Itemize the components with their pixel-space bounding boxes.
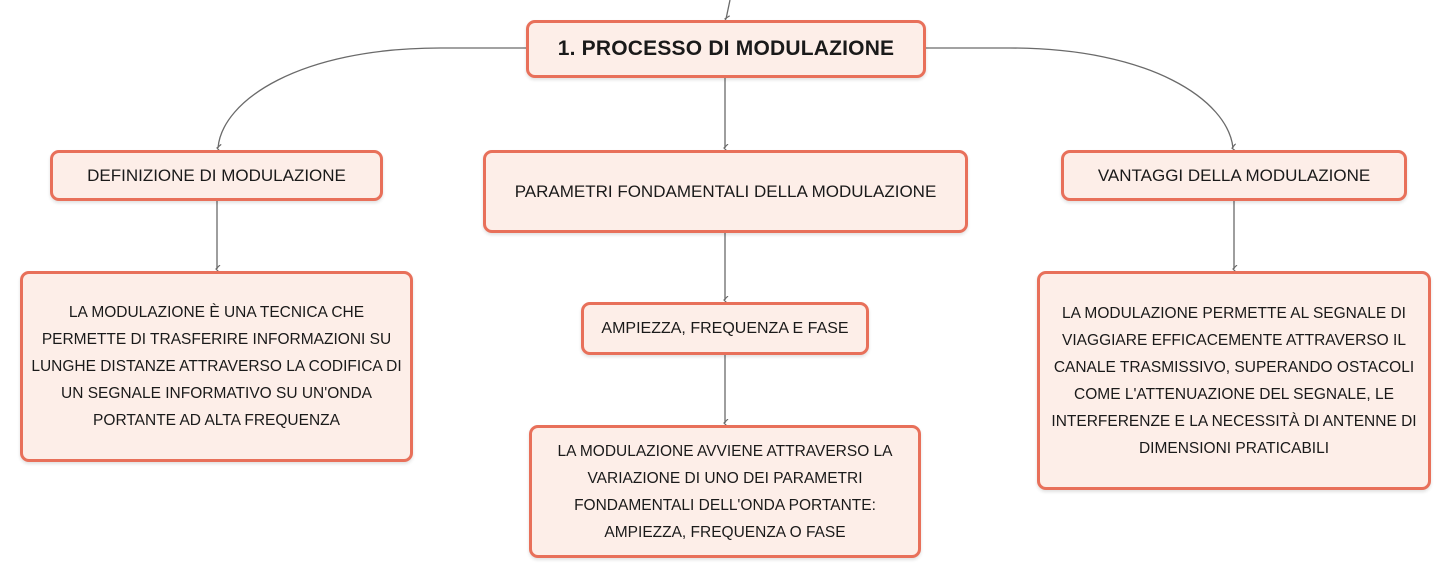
- detail-vantaggi-text: LA MODULAZIONE PERMETTE AL SEGNALE DI VIAGGIARE EFFICACEMENTE ATTRAVERSO IL CANALE TRASMISSIVO, SUPERANDO OSTACOLI COME L'ATTENUAZIONE DEL SEGNALE, LE INTERFERENZE E LA NECESSITÀ DI ANTENNE DI DIMENSIONI PRATICABILI: [1051, 304, 1417, 457]
- detail-ampiezza-node[interactable]: [529, 425, 921, 558]
- topic-parametri-label: PARAMETRI FONDAMENTALI DELLA MODULAZIONE: [514, 181, 937, 201]
- topic-definizione-label: DEFINIZIONE DI MODULAZIONE: [87, 165, 346, 185]
- subtopic-ampiezza-label: AMPIEZZA, FREQUENZA E FASE: [601, 319, 849, 337]
- connector-parent-to-root: [726, 0, 730, 19]
- topic-parametri-node[interactable]: [483, 150, 968, 233]
- connector-root-to-vantaggi: [926, 48, 1233, 148]
- connector-root-to-definizione: [218, 48, 526, 148]
- root-topic-node[interactable]: [526, 20, 926, 78]
- root-topic-label: 1. PROCESSO DI MODULAZIONE: [557, 37, 895, 60]
- topic-vantaggi-node[interactable]: [1061, 150, 1407, 201]
- topic-definizione-node[interactable]: [50, 150, 383, 201]
- subtopic-ampiezza-node[interactable]: [581, 302, 869, 355]
- detail-definizione-node[interactable]: [20, 271, 413, 462]
- detail-ampiezza-text: LA MODULAZIONE AVVIENE ATTRAVERSO LA VARIAZIONE DI UNO DEI PARAMETRI FONDAMENTALI DELL'ONDA PORTANTE: AMPIEZZA, FREQUENZA O FASE: [557, 442, 893, 541]
- topic-vantaggi-label: VANTAGGI DELLA MODULAZIONE: [1097, 165, 1371, 185]
- detail-definizione-text: LA MODULAZIONE È UNA TECNICA CHE PERMETTE DI TRASFERIRE INFORMAZIONI SU LUNGHE DISTANZE ATTRAVERSO LA CODIFICA DI UN SEGNALE INFORMATIVO SU UN'ONDA PORTANTE AD ALTA FREQUENZA: [31, 304, 402, 429]
- detail-vantaggi-node[interactable]: [1037, 271, 1431, 490]
